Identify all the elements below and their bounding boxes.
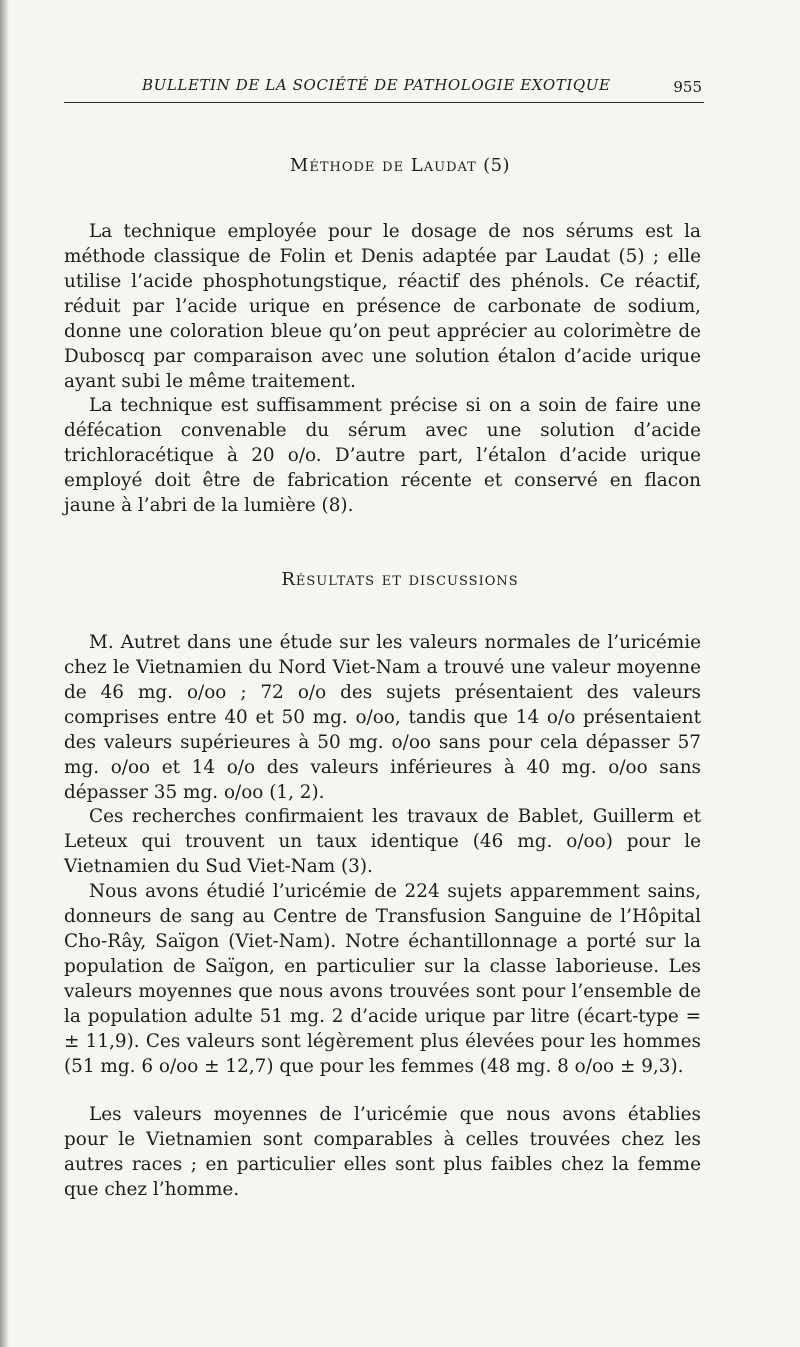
page-number: 955 — [673, 78, 702, 96]
section-title-methode: Méthode de Laudat — [289, 155, 477, 176]
page-binding-edge — [0, 0, 9, 1347]
running-title: BULLETIN DE LA SOCIÉTÉ DE PATHOLOGIE EXOTIQUE — [142, 76, 611, 94]
section-heading-resultats — [0, 569, 800, 590]
resultats-paragraph-2: Ces recherches confirmaient les travaux de Bablet, Guillerm et Leteux qui trouvent un taux identique (46 mg. o/oo) pour le Vietnamien du Sud Viet-Nam (3). — [64, 806, 701, 877]
resultats-paragraph-1: M. Autret dans une étude sur les valeurs normales de l’uricémie chez le Vietnamien du Nord Viet-Nam a trouvé une valeur moyenne de 46 mg. o/oo ; 72 o/o des sujets présentaient des valeurs comprises entre 40 et 50 mg. o/oo, tandis que 14 o/o présentaient des valeurs supérieures à 50 mg. o/oo sans pour cela dépasser 57 mg. o/oo et 14 o/o des valeurs inférieures à 40 mg. o/oo sans dépasser 35 mg. o/oo (1, 2). — [64, 632, 701, 803]
page-header — [64, 64, 704, 103]
section-heading-methode — [0, 155, 800, 176]
methode-paragraph-1: La technique employée pour le dosage de nos sérums est la méthode classique de Folin et Denis adaptée par Laudat (5) ; elle utilise l’acide phosphotungstique, réactif des phénols. Ce réactif, réduit par l’acide urique en présence de carbonate de sodium, donne une coloration bleue qu’on peut apprécier au colorimètre de Duboscq par comparaison avec une solution étalon d’acide urique ayant subi le même traitement. — [64, 221, 701, 392]
methode-paragraph-2: La technique est suffisamment précise si on a soin de faire une défécation convenable du sérum avec une solution d’acide trichloracétique à 20 o/o. D’autre part, l’étalon d’acide urique employé doit être de fabrication récente et conservé en flacon jaune à l’abri de la lumière (8). — [64, 395, 701, 516]
section-ref-methode: (5) — [476, 155, 511, 176]
section-title-resultats: Résultats et discussions — [281, 569, 519, 590]
resultats-paragraph-4: Les valeurs moyennes de l’uricémie que nous avons établies pour le Vietnamien sont comparables à celles trouvées chez les autres races ; en particulier elles sont plus faibles chez la femme que chez l’homme. — [64, 1104, 701, 1200]
resultats-paragraph-3: Nous avons étudié l’uricémie de 224 sujets apparemment sains, donneurs de sang au Centre de Transfusion Sanguine de l’Hôpital Cho-Rây, Saïgon (Viet-Nam). Notre échantillonnage a porté sur la population de Saïgon, en particulier sur la classe laborieuse. Les valeurs moyennes que nous avons trouvées sont pour l’ensemble de la population adulte 51 mg. 2 d’acide urique par litre (écart-type = ± 11,9). Ces valeurs sont légèrement plus élevées pour les hommes (51 mg. 6 o/oo ± 12,7) que pour les femmes (48 mg. 8 o/oo ± 9,3). — [64, 881, 701, 1077]
